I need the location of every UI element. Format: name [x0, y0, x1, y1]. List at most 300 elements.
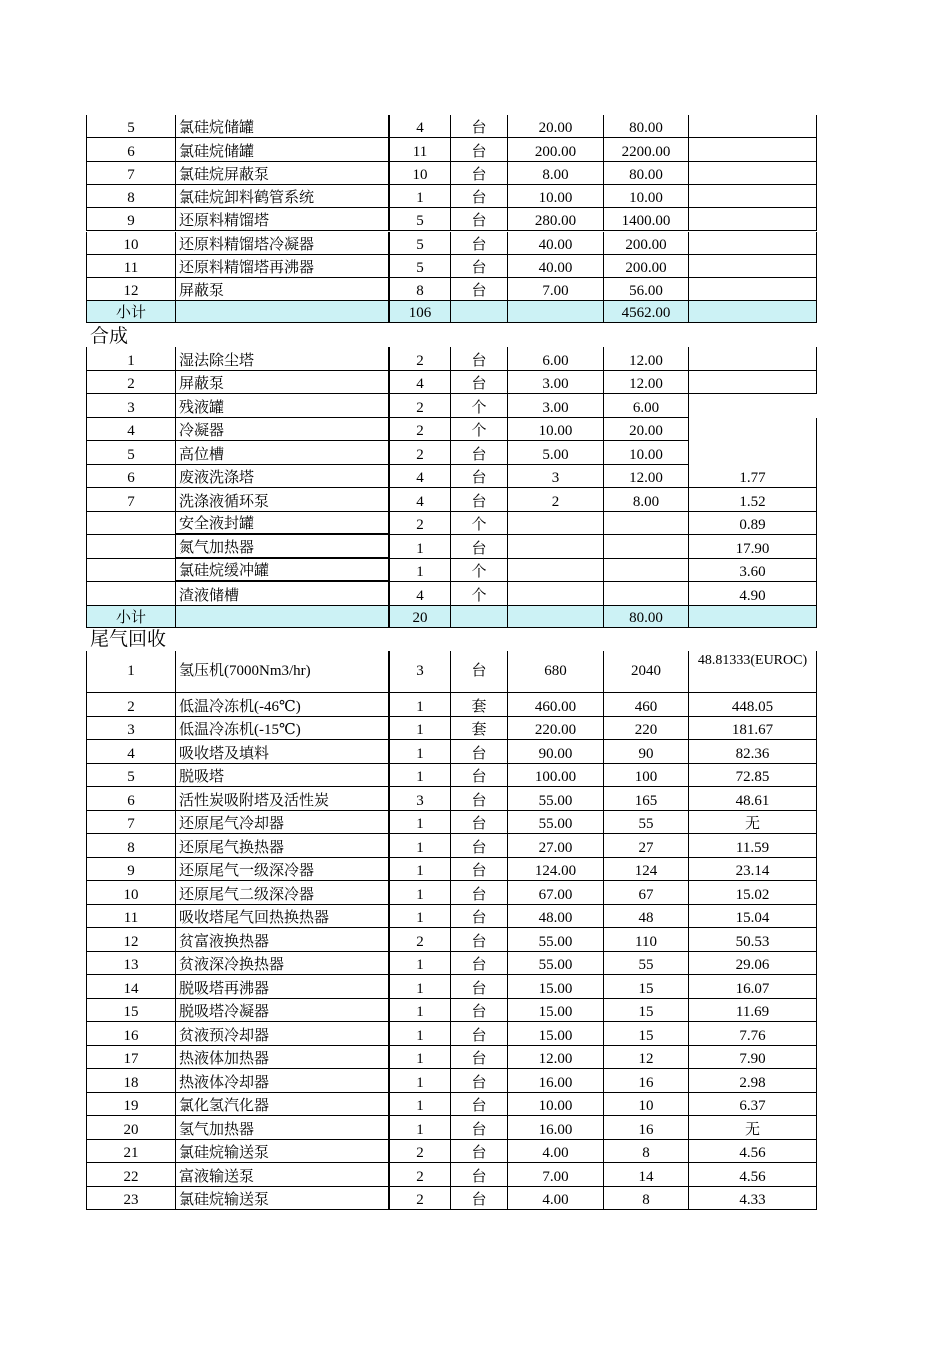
- unit-price-cell[interactable]: 124.00: [508, 858, 604, 882]
- unit-price-cell[interactable]: 20.00: [508, 115, 604, 138]
- quantity-cell[interactable]: 20: [389, 606, 451, 628]
- item-no-cell[interactable]: 18: [86, 1069, 176, 1093]
- unit-cell[interactable]: 台: [451, 1022, 508, 1046]
- item-no-cell[interactable]: 4: [86, 740, 176, 764]
- unit-cell[interactable]: 台: [451, 858, 508, 882]
- quantity-cell[interactable]: 1: [389, 952, 451, 976]
- reference-price-cell[interactable]: [689, 255, 817, 278]
- reference-price-cell[interactable]: 7.90: [689, 1046, 817, 1070]
- unit-cell[interactable]: 台: [451, 975, 508, 999]
- quantity-cell[interactable]: 1: [389, 1116, 451, 1140]
- item-no-cell[interactable]: 23: [86, 1187, 176, 1211]
- reference-price-cell[interactable]: 4.90: [689, 582, 817, 606]
- unit-price-cell[interactable]: 55.00: [508, 811, 604, 835]
- total-price-cell[interactable]: 4562.00: [604, 301, 689, 323]
- reference-price-cell[interactable]: 无: [689, 1116, 817, 1140]
- quantity-cell[interactable]: 4: [389, 115, 451, 138]
- unit-cell[interactable]: 台: [451, 764, 508, 788]
- quantity-cell[interactable]: 1: [389, 1069, 451, 1093]
- total-price-cell[interactable]: 15: [604, 1022, 689, 1046]
- quantity-cell[interactable]: 2: [389, 418, 451, 442]
- item-no-cell[interactable]: 6: [86, 465, 176, 489]
- reference-price-cell[interactable]: 29.06: [689, 952, 817, 976]
- reference-price-cell[interactable]: 11.69: [689, 999, 817, 1023]
- unit-cell[interactable]: 台: [451, 535, 508, 559]
- reference-price-cell[interactable]: [689, 162, 817, 185]
- total-price-cell[interactable]: 8.00: [604, 488, 689, 512]
- quantity-cell[interactable]: 106: [389, 301, 451, 323]
- quantity-cell[interactable]: 5: [389, 255, 451, 278]
- total-price-cell[interactable]: 200.00: [604, 232, 689, 255]
- unit-cell[interactable]: 台: [451, 465, 508, 489]
- unit-price-cell[interactable]: 67.00: [508, 881, 604, 905]
- unit-cell[interactable]: 台: [451, 115, 508, 138]
- total-price-cell[interactable]: 80.00: [604, 162, 689, 185]
- equipment-name-cell[interactable]: 氯化氢汽化器: [176, 1093, 389, 1117]
- quantity-cell[interactable]: 10: [389, 162, 451, 185]
- reference-price-cell[interactable]: 181.67: [689, 717, 817, 741]
- unit-price-cell[interactable]: 48.00: [508, 905, 604, 929]
- item-no-cell[interactable]: 10: [86, 232, 176, 255]
- equipment-name-cell[interactable]: 贫液深冷换热器: [176, 952, 389, 976]
- equipment-name-cell[interactable]: 屏蔽泵: [176, 278, 389, 301]
- reference-price-cell[interactable]: 48.61: [689, 787, 817, 811]
- reference-price-cell[interactable]: [689, 347, 817, 371]
- total-price-cell[interactable]: 80.00: [604, 115, 689, 138]
- quantity-cell[interactable]: 2: [389, 394, 451, 418]
- quantity-cell[interactable]: 3: [389, 787, 451, 811]
- reference-price-cell[interactable]: [689, 606, 817, 628]
- equipment-name-cell[interactable]: 废液洗涤塔: [176, 465, 389, 489]
- equipment-name-cell[interactable]: 氯硅烷卸料鹤管系统: [176, 185, 389, 208]
- unit-cell[interactable]: 台: [451, 787, 508, 811]
- unit-cell[interactable]: 台: [451, 1093, 508, 1117]
- equipment-name-cell[interactable]: 氯硅烷输送泵: [176, 1140, 389, 1164]
- quantity-cell[interactable]: 2: [389, 1187, 451, 1211]
- item-no-cell[interactable]: 11: [86, 905, 176, 929]
- total-price-cell[interactable]: 6.00: [604, 394, 689, 418]
- unit-cell[interactable]: 台: [451, 208, 508, 231]
- quantity-cell[interactable]: 5: [389, 232, 451, 255]
- unit-cell[interactable]: 套: [451, 717, 508, 741]
- equipment-name-cell[interactable]: 安全液封罐: [176, 512, 389, 536]
- unit-cell[interactable]: 台: [451, 441, 508, 465]
- equipment-name-cell[interactable]: 氯硅烷储罐: [176, 115, 389, 138]
- unit-cell[interactable]: 台: [451, 740, 508, 764]
- quantity-cell[interactable]: 1: [389, 559, 451, 583]
- unit-price-cell[interactable]: 7.00: [508, 278, 604, 301]
- equipment-name-cell[interactable]: 屏蔽泵: [176, 371, 389, 395]
- total-price-cell[interactable]: 1400.00: [604, 208, 689, 231]
- total-price-cell[interactable]: [604, 582, 689, 606]
- unit-cell[interactable]: 个: [451, 394, 508, 418]
- total-price-cell[interactable]: 10: [604, 1093, 689, 1117]
- item-no-cell[interactable]: 12: [86, 928, 176, 952]
- quantity-cell[interactable]: 1: [389, 1046, 451, 1070]
- equipment-name-cell[interactable]: 还原料精馏塔: [176, 208, 389, 231]
- total-price-cell[interactable]: 15: [604, 999, 689, 1023]
- equipment-name-cell[interactable]: 富液输送泵: [176, 1163, 389, 1187]
- unit-cell[interactable]: 台: [451, 1069, 508, 1093]
- unit-price-cell[interactable]: 5.00: [508, 441, 604, 465]
- unit-cell[interactable]: 个: [451, 512, 508, 536]
- equipment-name-cell[interactable]: 洗涤液循环泵: [176, 488, 389, 512]
- total-price-cell[interactable]: 48: [604, 905, 689, 929]
- item-no-cell[interactable]: [86, 535, 176, 559]
- equipment-name-cell[interactable]: 氯硅烷储罐: [176, 138, 389, 161]
- quantity-cell[interactable]: 4: [389, 465, 451, 489]
- quantity-cell[interactable]: 1: [389, 858, 451, 882]
- total-price-cell[interactable]: 124: [604, 858, 689, 882]
- item-no-cell[interactable]: 2: [86, 693, 176, 717]
- unit-price-cell[interactable]: 16.00: [508, 1069, 604, 1093]
- reference-price-cell[interactable]: 6.37: [689, 1093, 817, 1117]
- unit-price-cell[interactable]: 55.00: [508, 787, 604, 811]
- unit-cell[interactable]: 台: [451, 371, 508, 395]
- quantity-cell[interactable]: 3: [389, 651, 451, 693]
- unit-cell[interactable]: 台: [451, 811, 508, 835]
- equipment-name-cell[interactable]: 热液体加热器: [176, 1046, 389, 1070]
- unit-cell[interactable]: 台: [451, 952, 508, 976]
- item-no-cell[interactable]: 8: [86, 185, 176, 208]
- unit-cell[interactable]: 台: [451, 1163, 508, 1187]
- equipment-name-cell[interactable]: 脱吸塔冷凝器: [176, 999, 389, 1023]
- quantity-cell[interactable]: 1: [389, 185, 451, 208]
- reference-price-cell[interactable]: 50.53: [689, 928, 817, 952]
- item-no-cell[interactable]: 4: [86, 418, 176, 442]
- quantity-cell[interactable]: 1: [389, 811, 451, 835]
- item-no-cell[interactable]: [86, 559, 176, 583]
- quantity-cell[interactable]: 1: [389, 1022, 451, 1046]
- reference-price-cell[interactable]: [689, 232, 817, 255]
- unit-cell[interactable]: 台: [451, 1140, 508, 1164]
- item-no-cell[interactable]: 5: [86, 115, 176, 138]
- item-no-cell[interactable]: 10: [86, 881, 176, 905]
- equipment-name-cell[interactable]: [176, 301, 389, 323]
- reference-price-cell[interactable]: 17.90: [689, 535, 817, 559]
- unit-price-cell[interactable]: [508, 535, 604, 559]
- total-price-cell[interactable]: 8: [604, 1140, 689, 1164]
- reference-price-cell[interactable]: [689, 185, 817, 208]
- unit-cell[interactable]: 台: [451, 651, 508, 693]
- quantity-cell[interactable]: 1: [389, 1093, 451, 1117]
- equipment-name-cell[interactable]: 高位槽: [176, 441, 389, 465]
- reference-price-cell[interactable]: [689, 371, 817, 395]
- unit-price-cell[interactable]: 4.00: [508, 1140, 604, 1164]
- reference-price-cell[interactable]: [689, 301, 817, 323]
- unit-cell[interactable]: 台: [451, 138, 508, 161]
- equipment-name-cell[interactable]: 还原尾气冷却器: [176, 811, 389, 835]
- item-no-cell[interactable]: 2: [86, 371, 176, 395]
- total-price-cell[interactable]: [604, 559, 689, 583]
- reference-price-cell[interactable]: 11.59: [689, 834, 817, 858]
- unit-price-cell[interactable]: 7.00: [508, 1163, 604, 1187]
- unit-price-cell[interactable]: 16.00: [508, 1116, 604, 1140]
- unit-cell[interactable]: 台: [451, 999, 508, 1023]
- quantity-cell[interactable]: 2: [389, 1140, 451, 1164]
- reference-price-cell[interactable]: [689, 115, 817, 138]
- quantity-cell[interactable]: 4: [389, 488, 451, 512]
- total-price-cell[interactable]: 15: [604, 975, 689, 999]
- total-price-cell[interactable]: 16: [604, 1069, 689, 1093]
- total-price-cell[interactable]: 67: [604, 881, 689, 905]
- quantity-cell[interactable]: 1: [389, 834, 451, 858]
- unit-price-cell[interactable]: 3: [508, 465, 604, 489]
- total-price-cell[interactable]: 110: [604, 928, 689, 952]
- equipment-name-cell[interactable]: 氢压机(7000Nm3/hr): [176, 651, 389, 693]
- quantity-cell[interactable]: 1: [389, 975, 451, 999]
- unit-price-cell[interactable]: 10.00: [508, 185, 604, 208]
- item-no-cell[interactable]: 14: [86, 975, 176, 999]
- equipment-name-cell[interactable]: 湿法除尘塔: [176, 347, 389, 371]
- equipment-name-cell[interactable]: 吸收塔及填料: [176, 740, 389, 764]
- item-no-cell[interactable]: [86, 512, 176, 536]
- reference-price-cell[interactable]: [689, 418, 817, 442]
- equipment-name-cell[interactable]: 吸收塔尾气回热换热器: [176, 905, 389, 929]
- item-no-cell[interactable]: 13: [86, 952, 176, 976]
- reference-price-cell[interactable]: 48.81333(EUROC): [689, 651, 817, 693]
- equipment-name-cell[interactable]: 脱吸塔: [176, 764, 389, 788]
- item-no-cell[interactable]: 6: [86, 787, 176, 811]
- item-no-cell[interactable]: 17: [86, 1046, 176, 1070]
- total-price-cell[interactable]: 100: [604, 764, 689, 788]
- reference-price-cell[interactable]: [689, 394, 817, 418]
- item-no-cell[interactable]: 3: [86, 394, 176, 418]
- total-price-cell[interactable]: 55: [604, 952, 689, 976]
- reference-price-cell[interactable]: 2.98: [689, 1069, 817, 1093]
- unit-price-cell[interactable]: 200.00: [508, 138, 604, 161]
- equipment-name-cell[interactable]: 还原料精馏塔冷凝器: [176, 232, 389, 255]
- unit-cell[interactable]: 台: [451, 1046, 508, 1070]
- unit-price-cell[interactable]: 3.00: [508, 371, 604, 395]
- quantity-cell[interactable]: 1: [389, 535, 451, 559]
- item-no-cell[interactable]: 3: [86, 717, 176, 741]
- unit-cell[interactable]: 台: [451, 905, 508, 929]
- equipment-name-cell[interactable]: 贫液预冷却器: [176, 1022, 389, 1046]
- quantity-cell[interactable]: 2: [389, 441, 451, 465]
- unit-price-cell[interactable]: 15.00: [508, 1022, 604, 1046]
- unit-cell[interactable]: 个: [451, 582, 508, 606]
- unit-cell[interactable]: 台: [451, 255, 508, 278]
- quantity-cell[interactable]: 4: [389, 582, 451, 606]
- quantity-cell[interactable]: 8: [389, 278, 451, 301]
- equipment-name-cell[interactable]: 活性炭吸附塔及活性炭: [176, 787, 389, 811]
- unit-cell[interactable]: 台: [451, 928, 508, 952]
- item-no-cell[interactable]: 16: [86, 1022, 176, 1046]
- total-price-cell[interactable]: 460: [604, 693, 689, 717]
- quantity-cell[interactable]: 2: [389, 928, 451, 952]
- unit-price-cell[interactable]: [508, 512, 604, 536]
- reference-price-cell[interactable]: [689, 208, 817, 231]
- unit-price-cell[interactable]: 6.00: [508, 347, 604, 371]
- reference-price-cell[interactable]: 448.05: [689, 693, 817, 717]
- unit-price-cell[interactable]: 15.00: [508, 975, 604, 999]
- item-no-cell[interactable]: 9: [86, 858, 176, 882]
- item-no-cell[interactable]: 1: [86, 651, 176, 693]
- unit-price-cell[interactable]: 40.00: [508, 232, 604, 255]
- item-no-cell[interactable]: 5: [86, 764, 176, 788]
- unit-price-cell[interactable]: 460.00: [508, 693, 604, 717]
- equipment-name-cell[interactable]: 还原尾气一级深冷器: [176, 858, 389, 882]
- equipment-name-cell[interactable]: 氮气加热器: [176, 535, 389, 559]
- equipment-name-cell[interactable]: 还原尾气换热器: [176, 834, 389, 858]
- equipment-name-cell[interactable]: 低温冷冻机(-15℃): [176, 717, 389, 741]
- quantity-cell[interactable]: 1: [389, 881, 451, 905]
- reference-price-cell[interactable]: [689, 441, 817, 465]
- quantity-cell[interactable]: 5: [389, 208, 451, 231]
- item-no-cell[interactable]: 5: [86, 441, 176, 465]
- unit-price-cell[interactable]: 8.00: [508, 162, 604, 185]
- unit-price-cell[interactable]: 15.00: [508, 999, 604, 1023]
- unit-cell[interactable]: 个: [451, 559, 508, 583]
- quantity-cell[interactable]: 2: [389, 347, 451, 371]
- equipment-name-cell[interactable]: 氯硅烷输送泵: [176, 1187, 389, 1211]
- reference-price-cell[interactable]: 72.85: [689, 764, 817, 788]
- unit-cell[interactable]: 套: [451, 693, 508, 717]
- reference-price-cell[interactable]: 4.33: [689, 1187, 817, 1211]
- item-no-cell[interactable]: 小计: [86, 606, 176, 628]
- unit-price-cell[interactable]: [508, 559, 604, 583]
- quantity-cell[interactable]: 1: [389, 693, 451, 717]
- unit-price-cell[interactable]: 2: [508, 488, 604, 512]
- unit-price-cell[interactable]: 12.00: [508, 1046, 604, 1070]
- total-price-cell[interactable]: 10.00: [604, 441, 689, 465]
- unit-cell[interactable]: [451, 606, 508, 628]
- total-price-cell[interactable]: 220: [604, 717, 689, 741]
- total-price-cell[interactable]: 27: [604, 834, 689, 858]
- unit-cell[interactable]: 台: [451, 185, 508, 208]
- item-no-cell[interactable]: 8: [86, 834, 176, 858]
- total-price-cell[interactable]: 12.00: [604, 371, 689, 395]
- unit-price-cell[interactable]: 55.00: [508, 928, 604, 952]
- total-price-cell[interactable]: 90: [604, 740, 689, 764]
- item-no-cell[interactable]: 6: [86, 138, 176, 161]
- reference-price-cell[interactable]: 3.60: [689, 559, 817, 583]
- reference-price-cell[interactable]: 4.56: [689, 1163, 817, 1187]
- equipment-name-cell[interactable]: 冷凝器: [176, 418, 389, 442]
- item-no-cell[interactable]: 1: [86, 347, 176, 371]
- reference-price-cell[interactable]: 23.14: [689, 858, 817, 882]
- total-price-cell[interactable]: 12.00: [604, 347, 689, 371]
- equipment-name-cell[interactable]: 贫富液换热器: [176, 928, 389, 952]
- unit-price-cell[interactable]: [508, 582, 604, 606]
- item-no-cell[interactable]: 小计: [86, 301, 176, 323]
- total-price-cell[interactable]: 20.00: [604, 418, 689, 442]
- equipment-name-cell[interactable]: 渣液储槽: [176, 582, 389, 606]
- unit-price-cell[interactable]: 40.00: [508, 255, 604, 278]
- equipment-name-cell[interactable]: 氯硅烷缓冲罐: [176, 559, 389, 583]
- total-price-cell[interactable]: [604, 512, 689, 536]
- quantity-cell[interactable]: 11: [389, 138, 451, 161]
- unit-cell[interactable]: [451, 301, 508, 323]
- equipment-name-cell[interactable]: 还原尾气二级深冷器: [176, 881, 389, 905]
- unit-cell[interactable]: 台: [451, 834, 508, 858]
- item-no-cell[interactable]: 12: [86, 278, 176, 301]
- reference-price-cell[interactable]: 0.89: [689, 512, 817, 536]
- total-price-cell[interactable]: 16: [604, 1116, 689, 1140]
- reference-price-cell[interactable]: 15.02: [689, 881, 817, 905]
- equipment-name-cell[interactable]: 还原料精馏塔再沸器: [176, 255, 389, 278]
- quantity-cell[interactable]: 2: [389, 1163, 451, 1187]
- item-no-cell[interactable]: 11: [86, 255, 176, 278]
- quantity-cell[interactable]: 2: [389, 512, 451, 536]
- unit-price-cell[interactable]: 280.00: [508, 208, 604, 231]
- unit-price-cell[interactable]: 3.00: [508, 394, 604, 418]
- reference-price-cell[interactable]: [689, 278, 817, 301]
- reference-price-cell[interactable]: 无: [689, 811, 817, 835]
- unit-cell[interactable]: 台: [451, 347, 508, 371]
- unit-price-cell[interactable]: [508, 606, 604, 628]
- equipment-name-cell[interactable]: 低温冷冻机(-46℃): [176, 693, 389, 717]
- reference-price-cell[interactable]: 1.52: [689, 488, 817, 512]
- unit-cell[interactable]: 台: [451, 232, 508, 255]
- unit-cell[interactable]: 台: [451, 162, 508, 185]
- unit-cell[interactable]: 台: [451, 278, 508, 301]
- item-no-cell[interactable]: 7: [86, 811, 176, 835]
- equipment-name-cell[interactable]: 热液体冷却器: [176, 1069, 389, 1093]
- reference-price-cell[interactable]: 16.07: [689, 975, 817, 999]
- unit-price-cell[interactable]: 10.00: [508, 418, 604, 442]
- item-no-cell[interactable]: 15: [86, 999, 176, 1023]
- unit-price-cell[interactable]: 220.00: [508, 717, 604, 741]
- unit-price-cell[interactable]: 680: [508, 651, 604, 693]
- equipment-name-cell[interactable]: [176, 606, 389, 628]
- total-price-cell[interactable]: 14: [604, 1163, 689, 1187]
- total-price-cell[interactable]: 8: [604, 1187, 689, 1211]
- unit-price-cell[interactable]: 90.00: [508, 740, 604, 764]
- item-no-cell[interactable]: 20: [86, 1116, 176, 1140]
- item-no-cell[interactable]: 21: [86, 1140, 176, 1164]
- total-price-cell[interactable]: 80.00: [604, 606, 689, 628]
- unit-cell[interactable]: 个: [451, 418, 508, 442]
- total-price-cell[interactable]: 12.00: [604, 465, 689, 489]
- total-price-cell[interactable]: 200.00: [604, 255, 689, 278]
- quantity-cell[interactable]: 1: [389, 717, 451, 741]
- item-no-cell[interactable]: [86, 582, 176, 606]
- equipment-name-cell[interactable]: 氯硅烷屏蔽泵: [176, 162, 389, 185]
- item-no-cell[interactable]: 19: [86, 1093, 176, 1117]
- unit-price-cell[interactable]: 10.00: [508, 1093, 604, 1117]
- reference-price-cell[interactable]: [689, 138, 817, 161]
- unit-cell[interactable]: 台: [451, 488, 508, 512]
- unit-price-cell[interactable]: [508, 301, 604, 323]
- reference-price-cell[interactable]: 1.77: [689, 465, 817, 489]
- equipment-name-cell[interactable]: 脱吸塔再沸器: [176, 975, 389, 999]
- quantity-cell[interactable]: 1: [389, 999, 451, 1023]
- item-no-cell[interactable]: 7: [86, 162, 176, 185]
- total-price-cell[interactable]: 165: [604, 787, 689, 811]
- unit-cell[interactable]: 台: [451, 1187, 508, 1211]
- quantity-cell[interactable]: 4: [389, 371, 451, 395]
- reference-price-cell[interactable]: 82.36: [689, 740, 817, 764]
- equipment-name-cell[interactable]: 氢气加热器: [176, 1116, 389, 1140]
- total-price-cell[interactable]: 55: [604, 811, 689, 835]
- total-price-cell[interactable]: 2040: [604, 651, 689, 693]
- total-price-cell[interactable]: 2200.00: [604, 138, 689, 161]
- unit-cell[interactable]: 台: [451, 1116, 508, 1140]
- quantity-cell[interactable]: 1: [389, 905, 451, 929]
- unit-cell[interactable]: 台: [451, 881, 508, 905]
- reference-price-cell[interactable]: 4.56: [689, 1140, 817, 1164]
- item-no-cell[interactable]: 22: [86, 1163, 176, 1187]
- unit-price-cell[interactable]: 4.00: [508, 1187, 604, 1211]
- quantity-cell[interactable]: 1: [389, 764, 451, 788]
- quantity-cell[interactable]: 1: [389, 740, 451, 764]
- reference-price-cell[interactable]: 7.76: [689, 1022, 817, 1046]
- unit-price-cell[interactable]: 27.00: [508, 834, 604, 858]
- total-price-cell[interactable]: 56.00: [604, 278, 689, 301]
- total-price-cell[interactable]: 12: [604, 1046, 689, 1070]
